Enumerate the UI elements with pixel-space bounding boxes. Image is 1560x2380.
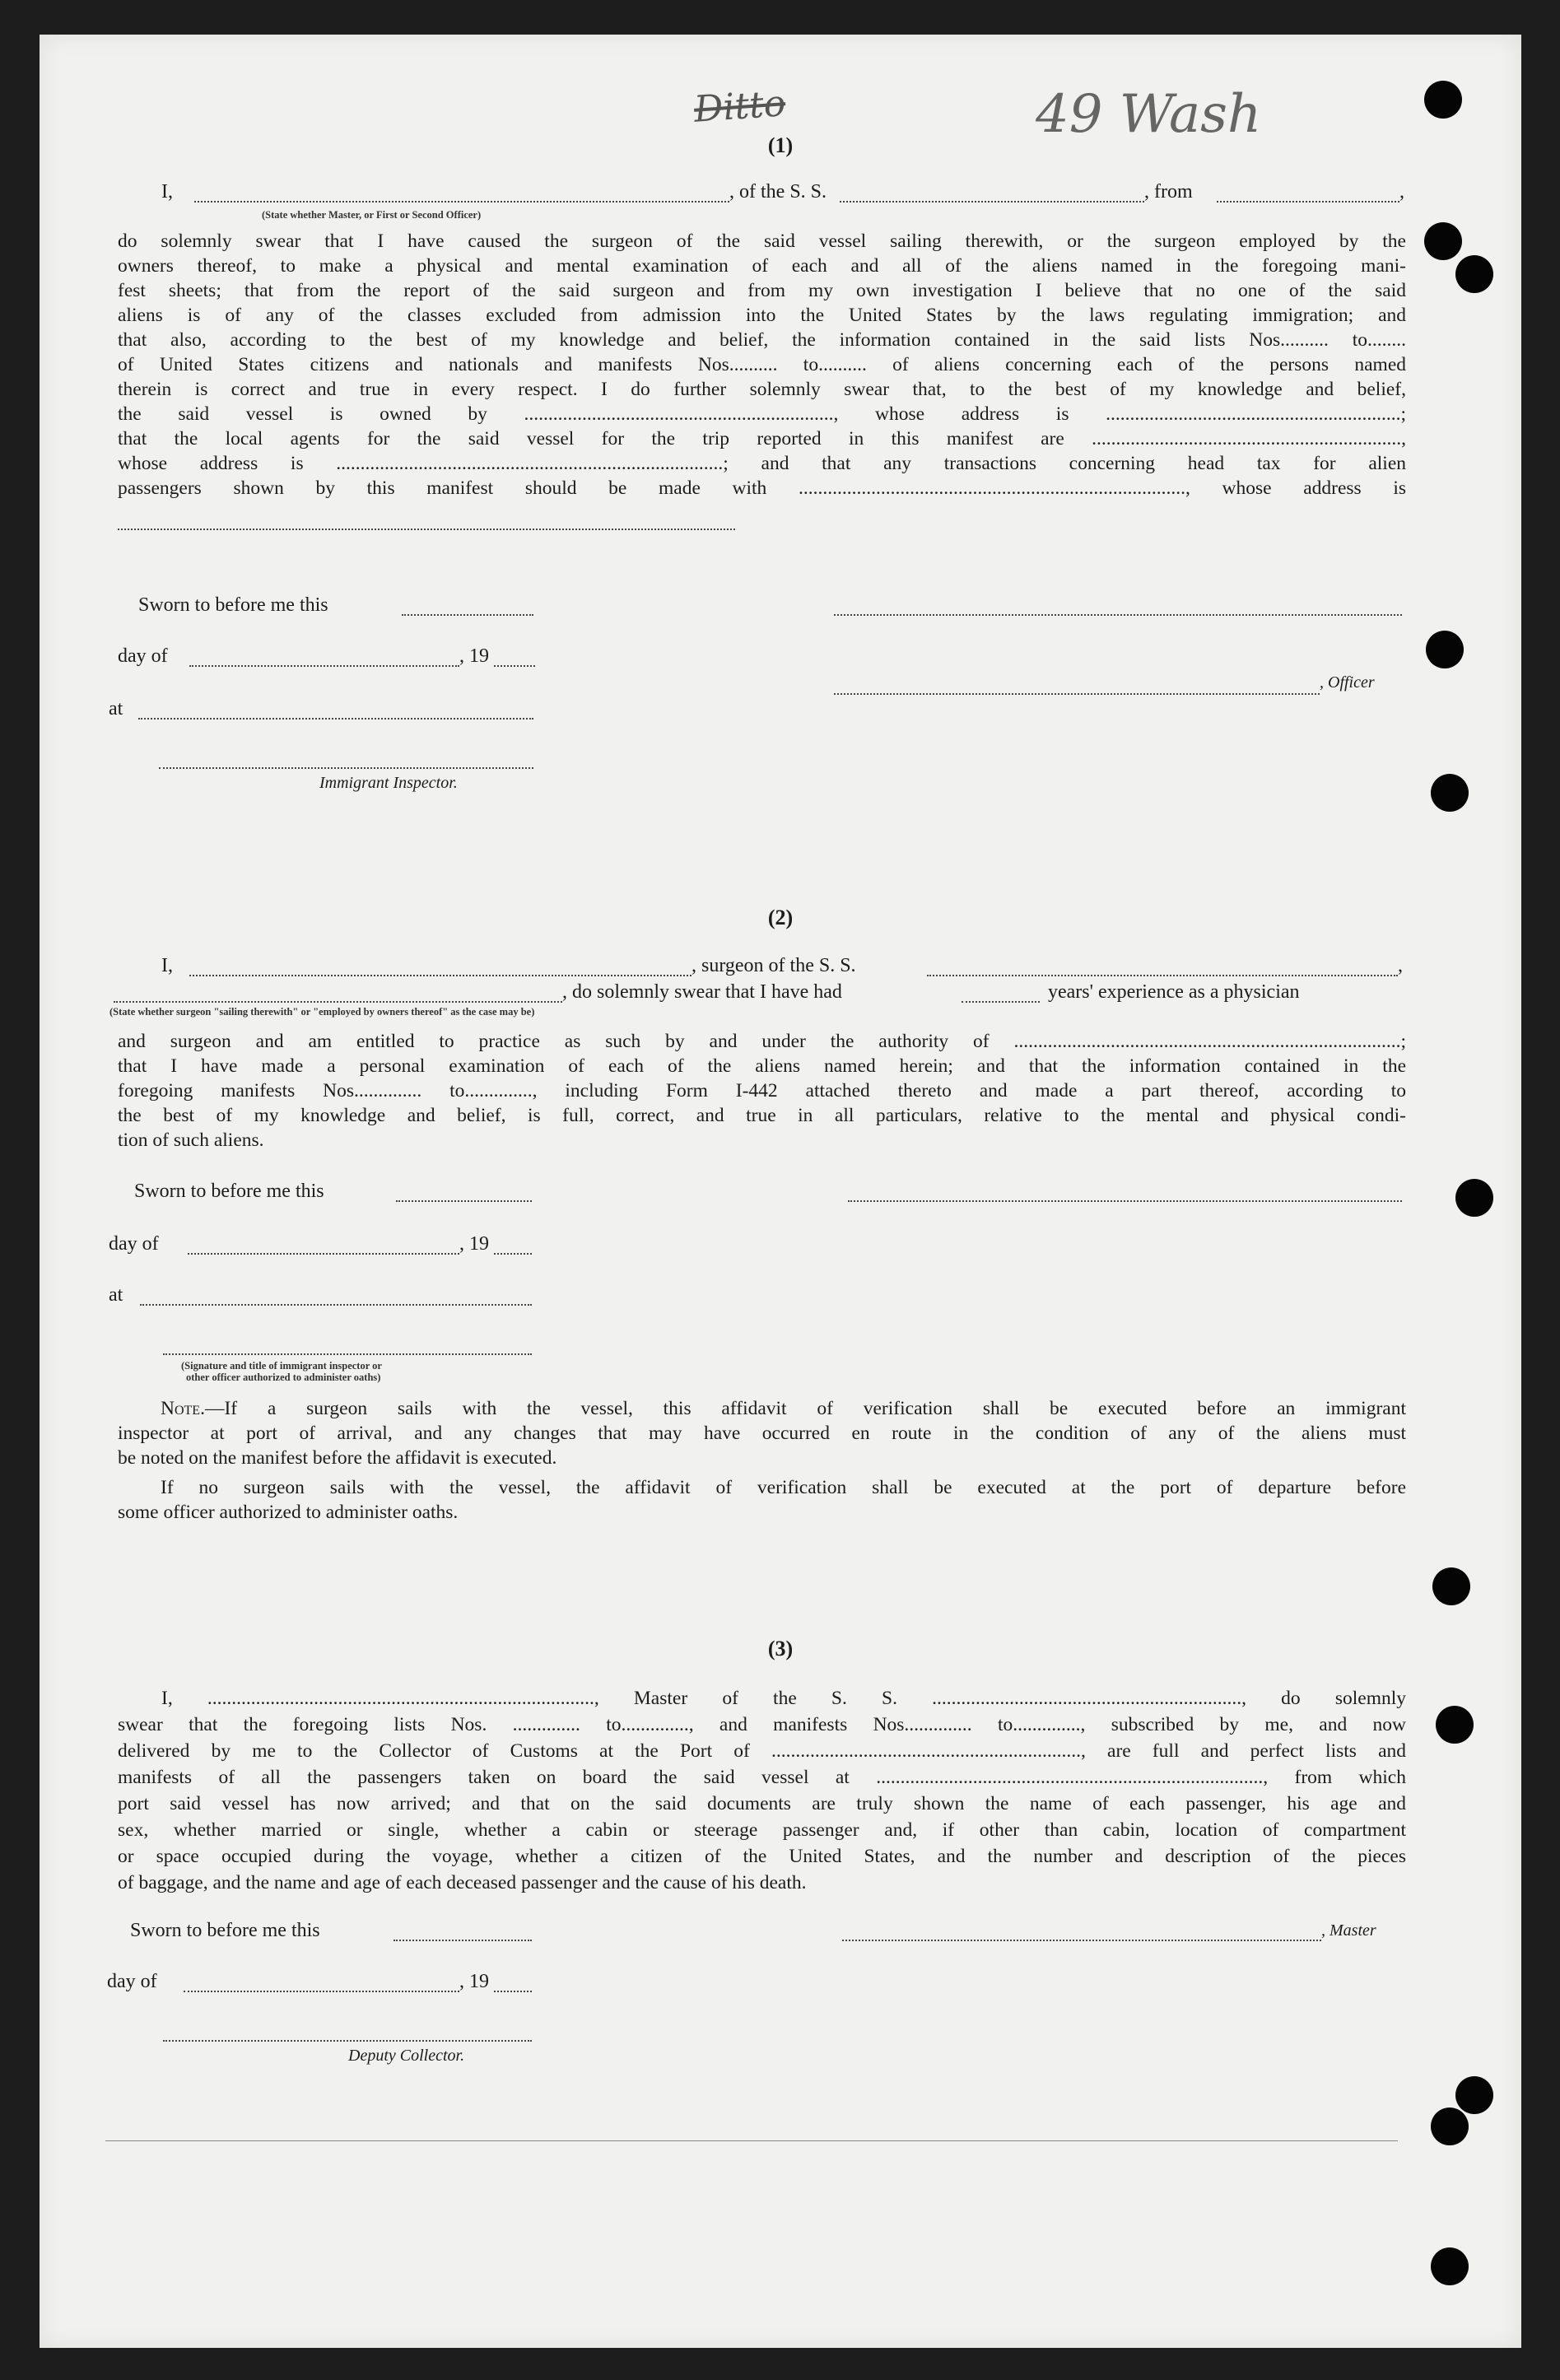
- s2-sig-blank: [848, 1200, 1402, 1202]
- s2-note-line: be noted on the manifest before the affidavit is executed.: [118, 1447, 557, 1469]
- s1-text-line: therein is correct and true in every respect. I do further solemnly swear that, to the best of my knowledge and belief,: [118, 379, 1406, 400]
- punch-hole: [1455, 1179, 1493, 1217]
- section-3-number: (3): [767, 1637, 794, 1660]
- s2-line1-start: I,: [161, 955, 173, 976]
- s1-ship-blank: [840, 201, 1144, 203]
- s3-master-label: , Master: [1321, 1921, 1376, 1940]
- s2-year-blank: [494, 1253, 532, 1255]
- s1-line1-start: I,: [161, 181, 173, 203]
- s1-sig-blank: [834, 614, 1402, 616]
- s3-text-line: of baggage, and the name and age of each deceased passenger and the cause of his death.: [118, 1872, 807, 1893]
- handwritten-note: 49 Wash: [1036, 84, 1262, 145]
- s3-master-blank: [842, 1940, 1321, 1941]
- s1-text-line: do solemnly swear that I have caused the surgeon of the said vessel sailing therewith, or the surgeon employed by the: [118, 231, 1406, 252]
- s1-line1-from: , from: [1144, 181, 1193, 203]
- s3-day-label: day of: [107, 1971, 157, 1992]
- s2-sig-caption-1: (Signature and title of immigrant inspector or: [181, 1360, 382, 1372]
- s1-from-blank: [1217, 201, 1399, 203]
- s1-text-line: owners thereof, to make a physical and mental examination of each and all of the aliens named in the foregoing mani-: [118, 255, 1406, 277]
- s2-at-label: at: [109, 1284, 123, 1306]
- s1-text-line: of United States citizens and nationals and manifests Nos.......... to.......... of aliens concerning each of the persons named: [118, 354, 1406, 375]
- s2-at-blank: [140, 1304, 532, 1306]
- s1-text-line: that the local agents for the said vessel for the trip reported in this manifest are ................................................................,: [118, 428, 1406, 449]
- s3-year-label: , 19: [459, 1971, 489, 1992]
- s1-line1-ss: , of the S. S.: [729, 181, 827, 203]
- form-page: [40, 35, 1521, 2348]
- s2-surgeon-type-blank: [114, 1001, 562, 1003]
- s2-day-blank: [188, 1253, 459, 1255]
- punch-hole: [1431, 774, 1469, 812]
- s3-deputy-caption: Deputy Collector.: [348, 2047, 465, 2065]
- s1-text-line: the said vessel is owned by ................................................................, whose address is .............................................................;: [118, 403, 1406, 425]
- strikethrough-ditto: Ditto: [692, 82, 787, 131]
- s2-name-blank: [189, 975, 692, 976]
- s3-text-line: or space occupied during the voyage, whether a citizen of the United States, and the number and description of the pieces: [118, 1846, 1406, 1867]
- s2-years-blank: [962, 1001, 1040, 1003]
- s2-surgeon-caption: (State whether surgeon "sailing therewith" or "employed by owners thereof" as the case may be): [109, 1006, 535, 1018]
- punch-hole: [1431, 2247, 1469, 2285]
- s2-note2-line: some officer authorized to administer oaths.: [118, 1502, 459, 1523]
- s3-text-line: sex, whether married or single, whether a cabin or steerage passenger and, if other than cabin, location of compartment: [118, 1819, 1406, 1841]
- s3-year-blank: [494, 1991, 532, 1992]
- s2-text-line: the best of my knowledge and belief, is full, correct, and true in all particulars, relative to the mental and physical condi-: [118, 1105, 1406, 1126]
- s2-sworn-label: Sworn to before me this: [134, 1181, 324, 1202]
- s2-note-line: [161, 1396, 1406, 1421]
- punch-hole: [1432, 1567, 1470, 1605]
- punch-hole: [1436, 1706, 1474, 1744]
- section-2-number: (2): [767, 906, 794, 929]
- s1-year-label: , 19: [459, 645, 489, 667]
- s2-note2-line: If no surgeon sails with the vessel, the affidavit of verification shall be executed at the port of departure before: [161, 1477, 1406, 1498]
- s3-deputy-blank: [163, 2040, 532, 2042]
- s3-text-line: I, ................................................................................, Master of the S. S. ................................................................, do solemnly: [161, 1688, 1406, 1709]
- s2-text-line: that I have made a personal examination of each of the aliens named herein; and that the information contained in the: [118, 1055, 1406, 1077]
- bottom-rule: [105, 2140, 1398, 2141]
- s1-text-line: whose address is ................................................................................; and that any transactions concerning head tax for alien: [118, 453, 1406, 474]
- s3-text-line: delivered by me to the Collector of Customs at the Port of ................................................................, are full and perfect lists and: [118, 1740, 1406, 1762]
- s2-text-line: foregoing manifests Nos.............. to.............., including Form I-442 attached thereto and made a part thereof, according to: [118, 1080, 1406, 1102]
- punch-hole: [1455, 2076, 1493, 2114]
- s2-text-line: tion of such aliens.: [118, 1129, 264, 1151]
- s3-text-line: swear that the foregoing lists Nos. .............. to.............., and manifests Nos.............. to.............., subscribed by me, and now: [118, 1714, 1406, 1735]
- s1-officer-blank: [834, 693, 1320, 695]
- s1-head-tax-address-blank: [118, 529, 735, 530]
- s2-sig-caption-2: other officer authorized to administer oaths): [186, 1372, 381, 1383]
- punch-hole: [1431, 2108, 1469, 2145]
- s3-text-line: port said vessel has now arrived; and that on the said documents are truly shown the name of each passenger, his age and: [118, 1793, 1406, 1814]
- s1-rank-blank: [194, 201, 729, 203]
- s2-line1-end: ,: [1398, 955, 1403, 976]
- s1-text-line: that also, according to the best of my knowledge and belief, the information contained in the said lists Nos.......... to........: [118, 329, 1406, 351]
- s1-text-line: fest sheets; that from the report of the said surgeon and from my own investigation I believe that no one of the said: [118, 280, 1406, 301]
- s2-day-label: day of: [109, 1233, 159, 1255]
- s2-line2-swear: , do solemnly swear that I have had: [562, 981, 842, 1003]
- note-label: Note: [161, 1398, 201, 1419]
- section-1-number: (1): [767, 133, 794, 157]
- s2-line1-ss: , surgeon of the S. S.: [692, 955, 856, 976]
- s1-inspector-blank: [159, 767, 533, 769]
- s1-day-blank: [189, 665, 459, 667]
- s1-line1-end: ,: [1399, 181, 1404, 203]
- s2-sworn-blank: [396, 1200, 532, 1202]
- s1-inspector-caption: Immigrant Inspector.: [319, 774, 458, 792]
- s1-sworn-blank: [402, 614, 533, 616]
- s3-sworn-label: Sworn to before me this: [130, 1920, 320, 1941]
- punch-hole: [1426, 631, 1464, 668]
- s2-year-label: , 19: [459, 1233, 489, 1255]
- s3-sworn-blank: [393, 1940, 532, 1941]
- s3-text-line: manifests of all the passengers taken on board the said vessel at ................................................................................, from which: [118, 1767, 1406, 1788]
- s2-inspector-blank: [163, 1353, 532, 1355]
- s2-note-line: inspector at port of arrival, and any changes that may have occurred en route in the condition of any of the aliens must: [118, 1423, 1406, 1444]
- s1-text-line: passengers shown by this manifest should be made with ................................................................................, whose address is: [118, 477, 1406, 499]
- s1-year-blank: [494, 665, 535, 667]
- note-text: .—If a surgeon sails with the vessel, this affidavit of verification shall be executed before an immigrant: [200, 1398, 1406, 1419]
- s3-day-blank: [184, 1991, 459, 1992]
- punch-hole: [1455, 255, 1493, 293]
- punch-hole: [1424, 222, 1462, 260]
- s2-text-line: and surgeon and am entitled to practice as such by and under the authority of ................................................................................;: [118, 1031, 1406, 1052]
- s1-text-line: aliens is of any of the classes excluded from admission into the United States by the laws regulating immigration; and: [118, 305, 1406, 326]
- punch-hole: [1424, 81, 1462, 119]
- s1-at-blank: [138, 718, 533, 720]
- s2-line2-end: years' experience as a physician: [1048, 981, 1300, 1003]
- s1-sworn-label: Sworn to before me this: [138, 594, 328, 616]
- s1-day-label: day of: [118, 645, 168, 667]
- s1-officer-label: , Officer: [1320, 673, 1375, 692]
- s1-at-label: at: [109, 698, 123, 720]
- s1-rank-caption: (State whether Master, or First or Second Officer): [262, 209, 482, 221]
- s2-ship-blank: [927, 975, 1398, 976]
